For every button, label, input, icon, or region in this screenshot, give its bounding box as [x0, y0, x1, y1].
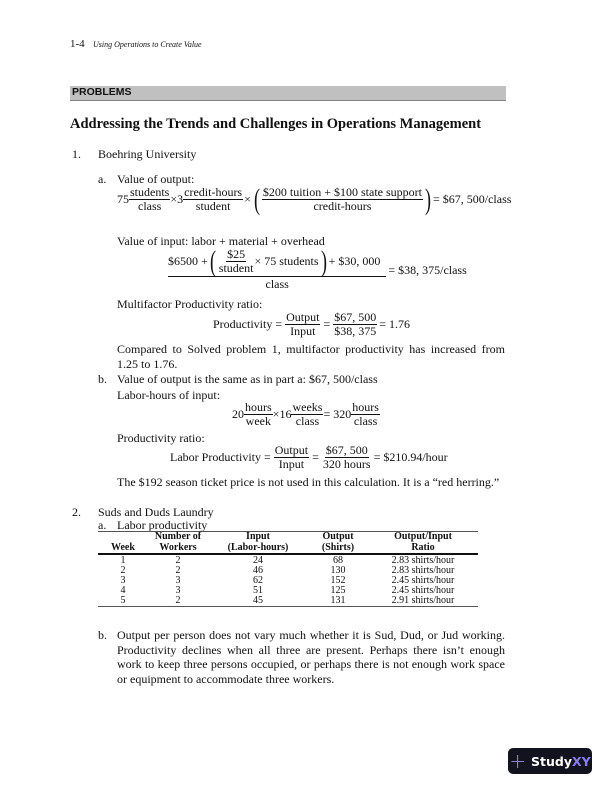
input-equation: [168, 244, 467, 292]
denominator: credit-hours: [313, 199, 372, 213]
denominator: class: [353, 414, 378, 428]
part-b-label-2: b.: [98, 628, 107, 642]
numerator: hours: [245, 400, 272, 414]
problem-1-number: 1.: [72, 147, 81, 161]
operator: =: [312, 450, 319, 464]
section-title: Addressing the Trends and Challenges in Operations Management: [70, 116, 482, 132]
operator: ×3: [170, 192, 184, 206]
productivity-table: [98, 532, 478, 607]
banner-label: PROBLEMS: [72, 86, 132, 98]
productivity-table-wrap: [98, 531, 478, 607]
fraction: [244, 401, 273, 428]
numerator: $67, 500: [334, 310, 377, 324]
page-number: 1-4: [70, 38, 85, 50]
eq-coefficient: 20: [232, 407, 244, 421]
fraction: [322, 444, 372, 471]
operator: = 320: [323, 407, 352, 421]
part-b-explanation: Output per person does not vary much whether it is Sud, Dud, or Jud working. Productivity declines when all three are present. Perhaps there isn’t enough work to keep three persons occupied, or perhaps there is not enough work space or equipment to accommodate three workers.: [117, 628, 505, 686]
value-input-label: Value of input: labor + material + overhead: [117, 234, 325, 248]
red-herring-note: The $192 season ticket price is not used in this calculation. It is a “red herring.”: [117, 475, 500, 489]
fraction: [351, 401, 380, 428]
left-paren: (: [209, 244, 216, 278]
denominator: 320 hours: [322, 457, 371, 471]
eq-result: = $67, 500/class: [432, 192, 512, 206]
table-row: 3 3 62 152 2.45 shirts/hour: [120, 575, 455, 586]
numerator: $25: [227, 247, 246, 261]
labor-productivity-title: Labor productivity: [117, 518, 208, 532]
left-paren: (: [253, 182, 260, 216]
problem-1-title: Boehring University: [98, 147, 197, 161]
ratio-label: Productivity ratio:: [117, 431, 205, 445]
mfp-label: Multifactor Productivity ratio:: [117, 297, 263, 311]
operator: ×: [244, 192, 251, 206]
denominator: class: [265, 277, 289, 291]
fraction: [183, 186, 243, 213]
eq-result: = 1.76: [379, 317, 411, 331]
value-output-label: Value of output:: [117, 172, 195, 186]
labor-hours-label: Labor-hours of input:: [117, 388, 221, 402]
table-header-row: [98, 532, 478, 554]
denominator: Input: [278, 457, 305, 471]
numerator: $200 tuition + $100 state support: [262, 185, 422, 199]
fraction: [262, 186, 423, 213]
numerator: weeks: [292, 400, 323, 414]
mfp-equation: [213, 311, 410, 338]
operator: =: [275, 317, 283, 331]
numerator: hours: [352, 400, 379, 414]
fraction: [274, 444, 309, 471]
right-paren: ): [424, 182, 431, 216]
fraction: [285, 311, 320, 338]
right-paren: ): [320, 244, 327, 278]
table-row: 2 2 46 130 2.83 shirts/hour: [120, 565, 455, 576]
denominator: week: [245, 414, 271, 428]
operator: =: [263, 450, 271, 464]
denominator: class: [295, 414, 320, 428]
eq-term: × 75 students: [254, 254, 319, 268]
table-row: 5 2 45 131 2.91 shirts/hour: [120, 595, 455, 606]
hours-equation: [232, 401, 380, 428]
eq-coefficient: 75: [117, 192, 129, 206]
denominator: student: [195, 199, 231, 213]
problem-2-title: Suds and Duds Laundry: [98, 505, 214, 519]
labor-productivity-equation: [170, 444, 448, 471]
fraction: [218, 248, 255, 275]
fraction: [291, 401, 323, 428]
plus-icon: +: [509, 749, 527, 773]
operator: ×16: [272, 407, 292, 421]
denominator: Input: [290, 324, 316, 338]
fraction: [333, 311, 377, 338]
part-b-label: b.: [98, 372, 107, 386]
denominator: student: [218, 261, 254, 275]
chapter-title: Using Operations to Create Value: [93, 40, 202, 49]
header-week: Week: [111, 541, 135, 553]
operator: =: [323, 317, 331, 331]
eq-lhs: Labor Productivity: [170, 450, 261, 464]
eq-result: = $210.94/hour: [373, 450, 448, 464]
table-row: 1 2 24 68 2.83 shirts/hour: [120, 555, 455, 566]
eq-term: $6500 +: [168, 254, 208, 268]
numerator: Output: [286, 310, 320, 324]
eq-result: = $38, 375/class: [388, 262, 467, 277]
part-a-label: a.: [98, 172, 107, 186]
problem-2-number: 2.: [72, 505, 81, 519]
value-output-b: Value of output is the same as in part a: $67, 500/class: [117, 372, 378, 386]
denominator: class: [138, 199, 162, 213]
header-ratio: Output/Input Ratio: [394, 531, 452, 553]
numerator: Output: [274, 443, 309, 457]
part-a-label-2: a.: [98, 518, 107, 532]
denominator: $38, 375: [334, 324, 377, 338]
header-input: Input (Labor-hours): [227, 531, 289, 553]
studyxy-badge[interactable]: [508, 748, 592, 774]
fraction: [129, 186, 170, 213]
table-row: 4 3 51 125 2.45 shirts/hour: [120, 585, 455, 596]
numerator: students: [130, 185, 170, 199]
header-workers: Number of Workers: [154, 531, 202, 553]
eq-lhs: Productivity: [213, 317, 273, 331]
header-output: Output (Shirts): [321, 531, 355, 553]
problems-banner: [70, 86, 506, 101]
numerator: $67, 500: [325, 443, 368, 457]
eq-term: + $30, 000: [328, 254, 381, 268]
output-equation: [117, 182, 512, 216]
comparison-text: Compared to Solved problem 1, multifactor productivity has increased from 1.25 to 1.76.: [117, 342, 505, 371]
numerator: credit-hours: [184, 185, 243, 199]
studyxy-logo-text: StudyXY: [531, 753, 591, 769]
